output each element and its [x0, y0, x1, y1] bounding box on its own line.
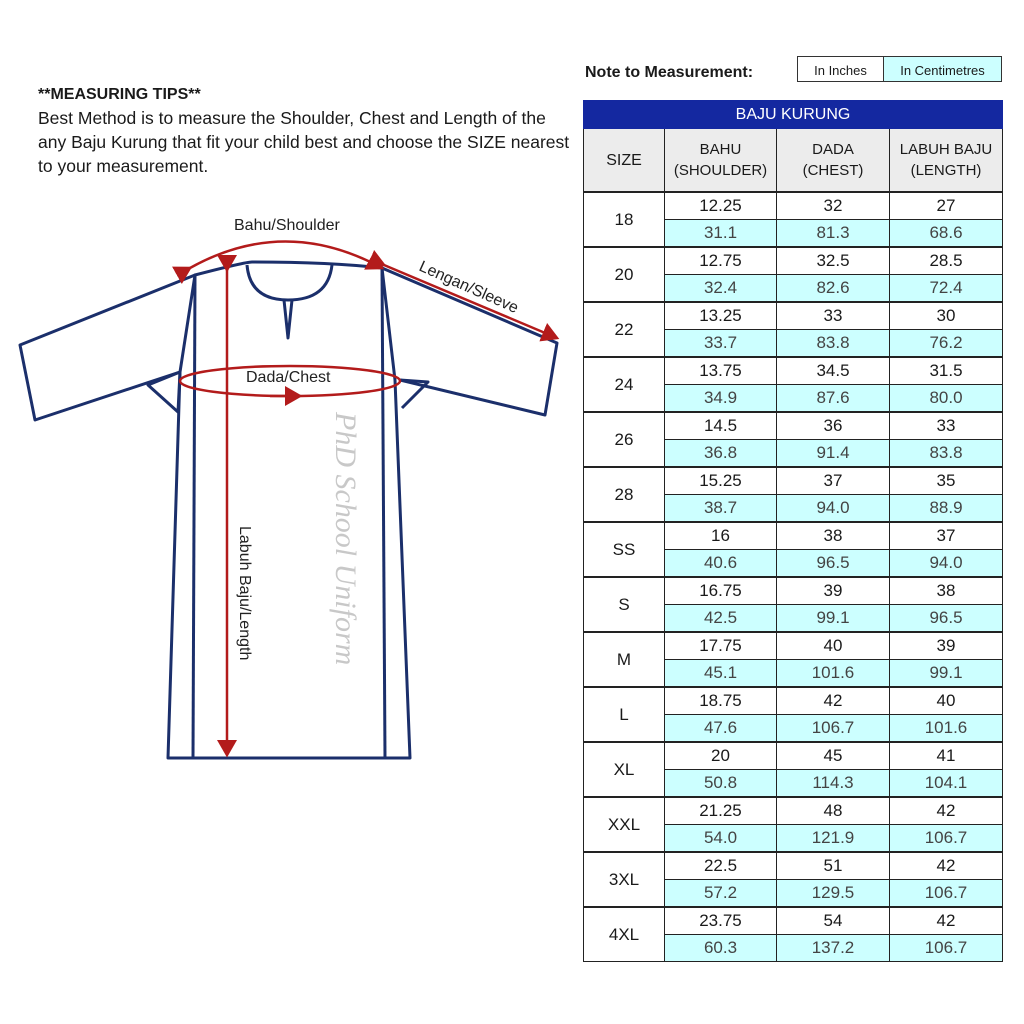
inch-value-cell: 40 [890, 687, 1003, 715]
inch-value-cell: 33 [890, 412, 1003, 440]
chest-label: Dada/Chest [246, 369, 331, 386]
cm-value-cell: 80.0 [890, 385, 1003, 413]
inch-value-cell: 42 [890, 852, 1003, 880]
size-cell: SS [584, 522, 665, 577]
inch-value-cell: 48 [777, 797, 890, 825]
inch-value-cell: 39 [777, 577, 890, 605]
size-cell: 26 [584, 412, 665, 467]
inch-value-cell: 40 [777, 632, 890, 660]
chest-header: DADA (CHEST) [777, 129, 890, 193]
inch-value-cell: 12.25 [665, 192, 777, 220]
inch-value-cell: 16.75 [665, 577, 777, 605]
tips-body: Best Method is to measure the Shoulder, Chest and Length of the any Baju Kurung that fit your child best and choose the SIZE nearest to your measurement. [38, 108, 570, 176]
length-header: LABUH BAJU (LENGTH) [890, 129, 1003, 193]
cm-value-cell: 106.7 [890, 880, 1003, 908]
inch-value-cell: 16 [665, 522, 777, 550]
inch-value-cell: 18.75 [665, 687, 777, 715]
inch-value-cell: 42 [890, 907, 1003, 935]
garment-diagram [0, 200, 580, 790]
size-row-inches [584, 357, 1003, 385]
inch-value-cell: 17.75 [665, 632, 777, 660]
cm-value-cell: 96.5 [777, 550, 890, 578]
cm-value-cell: 34.9 [665, 385, 777, 413]
size-cell: M [584, 632, 665, 687]
inch-value-cell: 27 [890, 192, 1003, 220]
size-cell: 28 [584, 467, 665, 522]
cm-value-cell: 38.7 [665, 495, 777, 523]
inch-value-cell: 14.5 [665, 412, 777, 440]
inch-value-cell: 22.5 [665, 852, 777, 880]
cm-value-cell: 104.1 [890, 770, 1003, 798]
size-cell: 22 [584, 302, 665, 357]
sleeve-label: Lengan/Sleeve [416, 258, 521, 318]
inch-value-cell: 37 [777, 467, 890, 495]
size-row-inches [584, 852, 1003, 880]
cm-value-cell: 47.6 [665, 715, 777, 743]
inch-value-cell: 32.5 [777, 247, 890, 275]
inch-value-cell: 32 [777, 192, 890, 220]
size-cell: L [584, 687, 665, 742]
size-row-inches [584, 192, 1003, 220]
size-cell: 20 [584, 247, 665, 302]
cm-value-cell: 50.8 [665, 770, 777, 798]
inch-value-cell: 28.5 [890, 247, 1003, 275]
inch-value-cell: 38 [777, 522, 890, 550]
cm-value-cell: 33.7 [665, 330, 777, 358]
cm-value-cell: 68.6 [890, 220, 1003, 248]
inch-value-cell: 12.75 [665, 247, 777, 275]
size-chart-table [583, 100, 1003, 962]
size-cell: S [584, 577, 665, 632]
inch-value-cell: 38 [890, 577, 1003, 605]
cm-value-cell: 32.4 [665, 275, 777, 303]
inch-value-cell: 54 [777, 907, 890, 935]
cm-value-cell: 40.6 [665, 550, 777, 578]
cm-value-cell: 137.2 [777, 935, 890, 962]
cm-value-cell: 101.6 [890, 715, 1003, 743]
cm-value-cell: 121.9 [777, 825, 890, 853]
inch-value-cell: 51 [777, 852, 890, 880]
inch-value-cell: 30 [890, 302, 1003, 330]
table-header-row [584, 129, 1003, 193]
cm-value-cell: 31.1 [665, 220, 777, 248]
size-cell: 3XL [584, 852, 665, 907]
cm-value-cell: 91.4 [777, 440, 890, 468]
cm-value-cell: 87.6 [777, 385, 890, 413]
cm-value-cell: 72.4 [890, 275, 1003, 303]
inch-value-cell: 21.25 [665, 797, 777, 825]
cm-value-cell: 36.8 [665, 440, 777, 468]
cm-value-cell: 129.5 [777, 880, 890, 908]
inch-value-cell: 39 [890, 632, 1003, 660]
size-row-inches [584, 577, 1003, 605]
size-cell: 24 [584, 357, 665, 412]
shoulder-label: Bahu/Shoulder [234, 217, 340, 234]
cm-value-cell: 106.7 [890, 825, 1003, 853]
size-row-inches [584, 797, 1003, 825]
inch-value-cell: 34.5 [777, 357, 890, 385]
cm-value-cell: 60.3 [665, 935, 777, 962]
cm-value-cell: 83.8 [890, 440, 1003, 468]
size-row-inches [584, 247, 1003, 275]
cm-value-cell: 42.5 [665, 605, 777, 633]
garment-outline [20, 262, 557, 758]
cm-value-cell: 76.2 [890, 330, 1003, 358]
table-title: BAJU KURUNG [584, 101, 1003, 129]
size-row-inches [584, 467, 1003, 495]
inch-value-cell: 23.75 [665, 907, 777, 935]
inch-value-cell: 41 [890, 742, 1003, 770]
size-row-inches [584, 522, 1003, 550]
cm-value-cell: 83.8 [777, 330, 890, 358]
inches-legend: In Inches [797, 56, 884, 82]
cm-value-cell: 94.0 [890, 550, 1003, 578]
inch-value-cell: 13.75 [665, 357, 777, 385]
cm-value-cell: 99.1 [890, 660, 1003, 688]
size-cell: XXL [584, 797, 665, 852]
inch-value-cell: 42 [890, 797, 1003, 825]
measuring-tips [38, 86, 578, 178]
cm-value-cell: 94.0 [777, 495, 890, 523]
cm-value-cell: 81.3 [777, 220, 890, 248]
size-cell: 18 [584, 192, 665, 247]
size-row-inches [584, 632, 1003, 660]
inch-value-cell: 37 [890, 522, 1003, 550]
size-row-inches [584, 907, 1003, 935]
size-header: SIZE [584, 129, 665, 193]
inch-value-cell: 20 [665, 742, 777, 770]
size-row-inches [584, 742, 1003, 770]
cm-value-cell: 88.9 [890, 495, 1003, 523]
cm-value-cell: 96.5 [890, 605, 1003, 633]
inch-value-cell: 13.25 [665, 302, 777, 330]
size-cell: XL [584, 742, 665, 797]
shoulder-header: BAHU (SHOULDER) [665, 129, 777, 193]
inch-value-cell: 36 [777, 412, 890, 440]
inch-value-cell: 45 [777, 742, 890, 770]
centimetres-legend: In Centimetres [883, 56, 1002, 82]
inch-value-cell: 31.5 [890, 357, 1003, 385]
note-to-measurement-label: Note to Measurement: [585, 64, 754, 81]
cm-value-cell: 82.6 [777, 275, 890, 303]
cm-value-cell: 45.1 [665, 660, 777, 688]
tips-title: **MEASURING TIPS** [38, 86, 201, 103]
cm-value-cell: 106.7 [890, 935, 1003, 962]
cm-value-cell: 114.3 [777, 770, 890, 798]
length-label: Labuh Baju/Length [236, 526, 253, 661]
size-row-inches [584, 302, 1003, 330]
cm-value-cell: 57.2 [665, 880, 777, 908]
size-cell: 4XL [584, 907, 665, 962]
inch-value-cell: 35 [890, 467, 1003, 495]
size-row-inches [584, 412, 1003, 440]
inch-value-cell: 15.25 [665, 467, 777, 495]
size-row-inches [584, 687, 1003, 715]
cm-value-cell: 101.6 [777, 660, 890, 688]
cm-value-cell: 106.7 [777, 715, 890, 743]
inch-value-cell: 33 [777, 302, 890, 330]
cm-value-cell: 99.1 [777, 605, 890, 633]
watermark: PhD School Uniform [329, 412, 362, 666]
inch-value-cell: 42 [777, 687, 890, 715]
cm-value-cell: 54.0 [665, 825, 777, 853]
